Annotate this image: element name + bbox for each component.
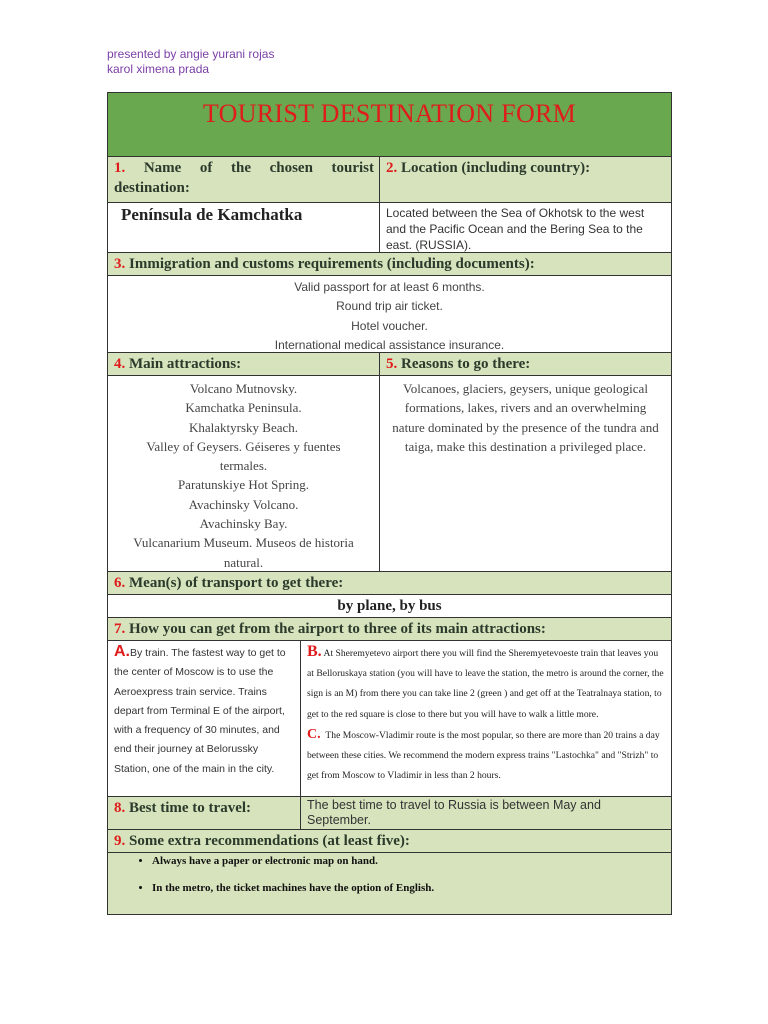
form-title: TOURIST DESTINATION FORM	[202, 99, 577, 128]
q9-recommendations	[108, 853, 671, 914]
q4-header	[108, 353, 379, 375]
q5-answer: Volcanoes, glaciers, geysers, unique geological formations, lakes, rivers and an overwhelming nature dominated by the presence of the tundra and taiga, make this destination a privileged place.	[379, 376, 671, 571]
q6-answer: by plane, by bus	[337, 598, 442, 614]
q7-option-c	[307, 725, 667, 787]
q4-item: Volcano Mutnovsky.	[189, 381, 298, 396]
q6-header	[108, 572, 671, 594]
row-q9-header	[108, 829, 671, 852]
q9-label: Some extra recommendations (at least five):	[129, 833, 410, 849]
form-title-cell	[108, 93, 671, 156]
q4-item: Valley of Geysers. Géiseres y fuentes termales.	[146, 438, 341, 474]
q6-number: 6.	[114, 575, 126, 591]
q5-number: 5.	[386, 356, 398, 372]
row-q3-header	[108, 252, 671, 275]
q3-header	[108, 253, 671, 275]
q7-text-c: The Moscow-Vladimir route is the most popular, so there are more than 20 trains a day between these cities. We recommend the modern express trains "Lastochka" and "Strizh" to get from Moscow to Vladimir in less than 2 hours.	[307, 729, 660, 782]
q4-item: Khalaktyrsky Beach.	[188, 419, 299, 435]
row-q1-q2-answers	[108, 202, 671, 252]
q1-header	[108, 157, 379, 202]
q3-label: Immigration and customs requirements (including documents):	[129, 256, 535, 272]
q1-label: Name of the chosen tourist destination:	[114, 160, 375, 196]
q4-attractions-list	[108, 376, 379, 571]
q9-header	[108, 830, 671, 852]
q8-number: 8.	[114, 800, 126, 816]
q7-option-b	[307, 642, 667, 725]
q1-number: 1.	[114, 160, 126, 176]
q4-number: 4.	[114, 356, 126, 372]
presenter-line-2: karol ximena prada	[107, 62, 210, 76]
q8-answer: The best time to travel to Russia is between May and September.	[300, 797, 671, 829]
q9-number: 9.	[114, 833, 126, 849]
presenter-credits	[107, 47, 274, 77]
q4-item: Avachinsky Bay.	[199, 516, 288, 532]
q2-label: Location (including country):	[401, 160, 591, 176]
q7-text-b: At Sheremyetevo airport there you will find the Sheremyetevoeste train that leaves you at Belloruskaya station (you will have to leave the station, the metro is around the corner, the sign is an M) from there you can take line 2 (green ) and get off at the Teatralnaya station, to get to the red square is close to there but you will have to walk a little more.	[307, 648, 664, 720]
row-q6-answer	[108, 594, 671, 617]
q8-label: Best time to travel:	[129, 800, 252, 816]
row-q4-q5-answers	[108, 375, 671, 571]
q9-item: • In the metro, the ticket machines have the option of English.	[152, 882, 671, 894]
q9-item: • Always have a paper or electronic map on hand.	[152, 855, 671, 867]
row-q7-answers	[108, 640, 671, 796]
row-q6-header	[108, 571, 671, 594]
q3-item: Valid passport for at least 6 months.	[294, 280, 485, 294]
q4-label: Main attractions:	[129, 356, 242, 372]
q2-answer: Located between the Sea of Okhotsk to the west and the Pacific Ocean and the Bering Sea to the east. (RUSSIA).	[379, 203, 671, 252]
q8-header	[108, 797, 300, 829]
q7-letter-b: B.	[307, 643, 322, 660]
presenter-line-1: presented by angie yurani rojas	[107, 47, 275, 61]
q2-number: 2.	[386, 160, 398, 176]
q3-item: Round trip air ticket.	[336, 299, 443, 314]
row-q9-answer	[108, 852, 671, 914]
q3-requirements-list	[108, 276, 671, 352]
form-title-row	[108, 93, 671, 156]
q3-item: Hotel voucher.	[351, 318, 428, 333]
q5-label: Reasons to go there:	[401, 356, 531, 372]
q3-number: 3.	[114, 256, 126, 272]
q4-item: Kamchatka Peninsula.	[185, 400, 302, 416]
q7-option-a	[108, 641, 300, 796]
q4-item: Avachinsky Volcano.	[188, 496, 299, 512]
tourist-form	[107, 92, 672, 915]
row-q1-q2-headers	[108, 156, 671, 202]
q3-item: International medical assistance insurance.	[274, 337, 505, 352]
q7-options-b-c	[300, 641, 671, 796]
q9-recommendation-list	[108, 855, 671, 894]
q7-text-a: By train. The fastest way to get to the center of Moscow is to use the Aeroexpress train service. Trains depart from Terminal E of the airport, with a frequency of 30 minutes, and end their journey at Belorussky Station, one of the main in the city.	[114, 647, 286, 775]
q4-item: Paratunskiye Hot Spring.	[177, 477, 310, 493]
q2-header	[379, 157, 671, 202]
q4-item: Vulcanarium Museum. Museos de historia natural.	[133, 535, 354, 570]
q1-answer: Península de Kamchatka	[108, 203, 379, 252]
q7-letter-a: A.	[114, 643, 130, 660]
row-q4-q5-headers	[108, 352, 671, 375]
row-q7-header	[108, 617, 671, 640]
q7-letter-c: C.	[307, 726, 321, 742]
row-q8	[108, 796, 671, 829]
q7-number: 7.	[114, 621, 126, 637]
q5-header	[379, 353, 671, 375]
q7-header	[108, 618, 671, 640]
q6-label: Mean(s) of transport to get there:	[129, 575, 344, 591]
q7-label: How you can get from the airport to three of its main attractions:	[129, 621, 546, 637]
row-q3-answer	[108, 275, 671, 352]
